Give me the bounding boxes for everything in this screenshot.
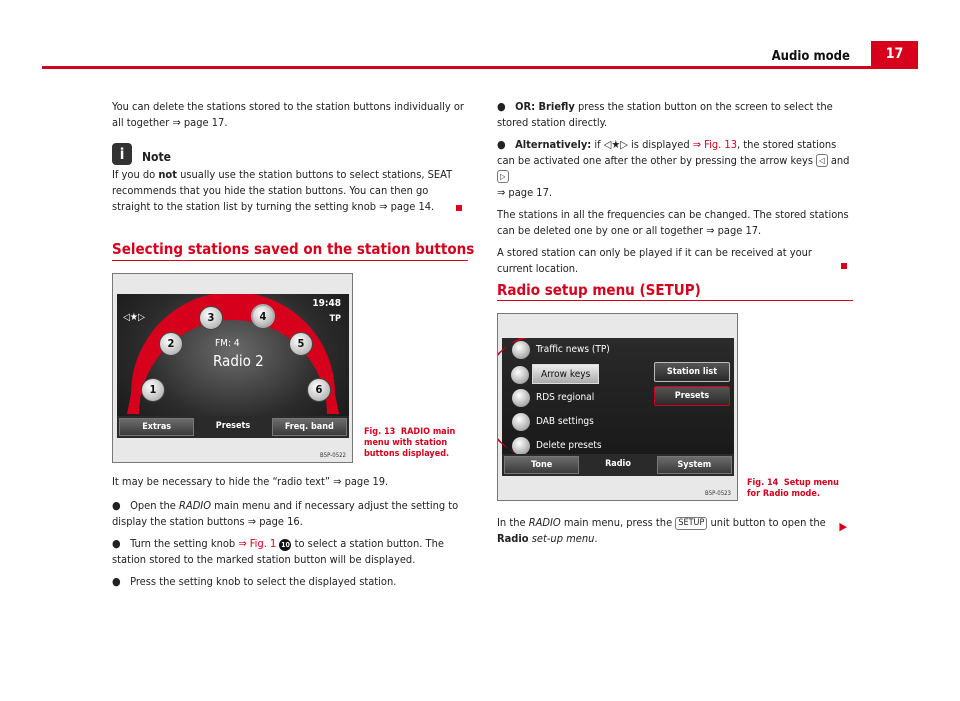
option-station-list[interactable]: Station list bbox=[654, 362, 730, 382]
station-button-4[interactable]: 4 bbox=[251, 304, 275, 328]
radio-dot-icon bbox=[512, 437, 530, 455]
left-column bbox=[112, 99, 468, 215]
note-block bbox=[112, 143, 468, 215]
menu-traffic-news[interactable]: Traffic news (TP) bbox=[536, 340, 610, 360]
end-marker-icon bbox=[456, 205, 462, 211]
tp-indicator: TP bbox=[329, 314, 341, 324]
setup-screen bbox=[502, 338, 734, 476]
station-button-1[interactable]: 1 bbox=[141, 378, 165, 402]
bullet-turn-knob: ● Turn the setting knob ⇒ Fig. 1 10 to select a station button. The station stored to the marked station button will be displayed. bbox=[112, 537, 444, 566]
radio-dot-icon bbox=[512, 413, 530, 431]
intro-text: You can delete the stations stored to the station buttons individually or all together ⇒ page 17. bbox=[112, 100, 464, 129]
section-rule bbox=[112, 260, 468, 261]
station-button-6[interactable]: 6 bbox=[307, 378, 331, 402]
play-icon bbox=[512, 389, 530, 407]
station-button-3[interactable]: 3 bbox=[199, 306, 223, 330]
stations-changed-text: The stations in all the frequencies can be changed. The stored stations can be deleted one by one or all together ⇒ page 17. bbox=[497, 208, 849, 237]
menu-arrow-keys[interactable]: Arrow keys bbox=[532, 364, 599, 384]
hide-radio-text: It may be necessary to hide the “radio text” ⇒ page 19. bbox=[112, 475, 389, 488]
clock: 19:48 bbox=[312, 298, 341, 309]
figure-id: B5P-0522 bbox=[320, 452, 346, 459]
note-text: If you do not usually use the station buttons to select stations, SEAT recommends that you hide the station buttons. You can then go straight to the station list by turning the setting knob ⇒ page 14. bbox=[112, 168, 453, 213]
station-button-2[interactable]: 2 bbox=[159, 332, 183, 356]
bullet-or-briefly: ● OR: Briefly press the station button on the screen to select the stored station directly. bbox=[497, 100, 833, 129]
end-marker-icon bbox=[841, 263, 847, 269]
system-button[interactable]: System bbox=[657, 456, 732, 474]
setup-paragraph: In the RADIO main menu, press the SETUP unit button to open the Radio set-up menu. ▶ bbox=[497, 516, 847, 545]
note-heading: Note bbox=[142, 150, 171, 164]
figure-14-caption: Fig. 14 Setup menu for Radio mode. bbox=[747, 478, 839, 499]
softkey-bar bbox=[117, 416, 349, 438]
menu-delete-presets[interactable]: Delete presets bbox=[536, 436, 602, 456]
note-icon: i bbox=[112, 143, 132, 165]
setup-key: SETUP bbox=[675, 517, 707, 530]
menu-rds-regional[interactable]: RDS regional bbox=[536, 388, 594, 408]
chevron-down-icon bbox=[511, 366, 529, 384]
option-presets[interactable]: Presets bbox=[654, 386, 730, 406]
header-rule bbox=[42, 66, 918, 69]
knob-number-icon: 10 bbox=[281, 541, 290, 549]
arrow-keys-indicator: ◁★▷ bbox=[123, 312, 145, 323]
bullet-alternatively: ● Alternatively: if ◁★▷ is displayed ⇒ Fig. 13, the stored stations can be activated one after the other by pressing the arrow keys ◁ and ▷ ⇒ page 17. bbox=[497, 138, 850, 199]
tone-button[interactable]: Tone bbox=[504, 456, 579, 474]
bullet-press-knob: ● Press the setting knob to select the displayed station. bbox=[112, 575, 397, 588]
radio-main-screen bbox=[117, 294, 349, 438]
local-reception-text: A stored station can only be played if it can be received at your current location. bbox=[497, 246, 812, 275]
figure-id: B5P-0523 bbox=[705, 490, 731, 497]
figure-13-caption: Fig. 13 RADIO main menu with station buttons displayed. bbox=[364, 427, 456, 459]
arrow-left-key: ◁ bbox=[816, 154, 828, 167]
menu-dab-settings[interactable]: DAB settings bbox=[536, 412, 594, 432]
continue-arrow-icon: ▶ bbox=[839, 520, 847, 533]
freq-band-button[interactable]: Freq. band bbox=[272, 418, 347, 436]
bullet-open-menu: ● Open the RADIO main menu and if necessary adjust the setting to display the station buttons ⇒ page 16. bbox=[112, 499, 459, 528]
section-rule bbox=[497, 300, 853, 301]
left-body bbox=[112, 474, 468, 596]
station-name: Radio 2 bbox=[213, 352, 264, 370]
extras-button[interactable]: Extras bbox=[119, 418, 194, 436]
section-title-setup: Radio setup menu (SETUP) bbox=[497, 281, 701, 299]
softkey-bar bbox=[502, 454, 734, 476]
figure-14 bbox=[497, 313, 738, 501]
presets-label: Presets bbox=[215, 421, 251, 431]
figure-13 bbox=[112, 273, 353, 463]
band-label: FM: 4 bbox=[215, 338, 240, 349]
right-column bbox=[497, 99, 853, 283]
page-number: 17 bbox=[871, 41, 918, 67]
check-icon bbox=[512, 341, 530, 359]
station-button-5[interactable]: 5 bbox=[289, 332, 313, 356]
header-title: Audio mode bbox=[771, 49, 850, 64]
local-reception-block bbox=[497, 245, 853, 277]
section-title-stations: Selecting stations saved on the station buttons bbox=[112, 240, 475, 258]
radio-label: Radio bbox=[605, 459, 631, 469]
arrow-right-key: ▷ bbox=[497, 170, 509, 183]
